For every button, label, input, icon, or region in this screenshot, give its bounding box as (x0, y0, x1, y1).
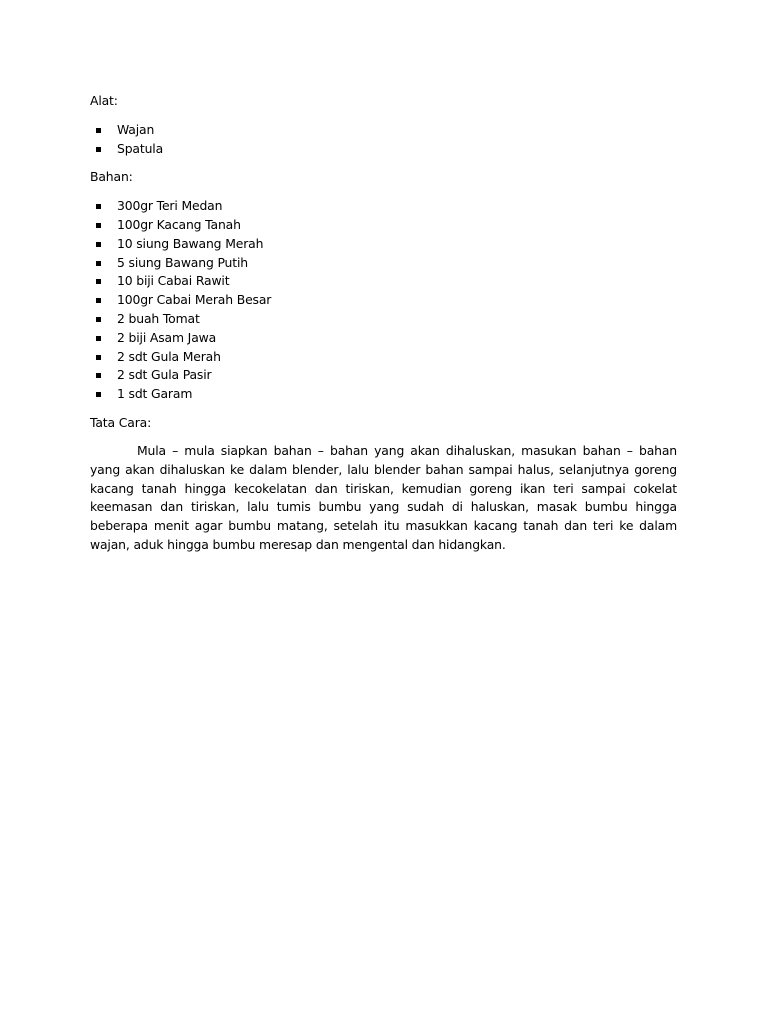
list-item-text: 10 siung Bawang Merah (117, 235, 264, 251)
list-item-text: 1 sdt Garam (117, 386, 193, 402)
list-item (90, 366, 677, 385)
list-item (90, 291, 677, 310)
list-item (90, 216, 677, 235)
square-bullet-icon (96, 147, 101, 152)
list-item (90, 310, 677, 329)
list-item-text: 2 biji Asam Jawa (117, 329, 217, 345)
square-bullet-icon (96, 242, 101, 247)
bahan-list (90, 197, 677, 404)
list-item (90, 272, 677, 291)
list-item (90, 348, 677, 367)
list-item (90, 121, 677, 140)
square-bullet-icon (96, 298, 101, 303)
list-item (90, 235, 677, 254)
list-item-text: 10 biji Cabai Rawit (117, 273, 230, 289)
alat-heading: Alat: (90, 93, 118, 108)
list-item-text: 100gr Kacang Tanah (117, 216, 241, 232)
list-item-text: 2 sdt Gula Merah (117, 348, 221, 364)
square-bullet-icon (96, 128, 101, 133)
list-item (90, 140, 677, 159)
list-item (90, 197, 677, 216)
list-item-text: 100gr Cabai Merah Besar (117, 292, 272, 308)
square-bullet-icon (96, 317, 101, 322)
square-bullet-icon (96, 279, 101, 284)
list-item-text: 5 siung Bawang Putih (117, 254, 248, 270)
square-bullet-icon (96, 373, 101, 378)
list-item (90, 385, 677, 404)
square-bullet-icon (96, 223, 101, 228)
square-bullet-icon (96, 204, 101, 209)
tata-cara-heading: Tata Cara: (90, 414, 152, 430)
list-item (90, 329, 677, 348)
list-item-text: 300gr Teri Medan (117, 198, 223, 214)
square-bullet-icon (96, 261, 101, 266)
list-item-text: 2 sdt Gula Pasir (117, 367, 212, 383)
alat-list (90, 121, 677, 159)
document-body (90, 92, 677, 555)
square-bullet-icon (96, 355, 101, 360)
list-item-text: 2 buah Tomat (117, 310, 200, 326)
square-bullet-icon (96, 392, 101, 397)
square-bullet-icon (96, 336, 101, 341)
list-item (90, 254, 677, 273)
bahan-heading: Bahan: (90, 169, 133, 185)
tata-cara-paragraph: Mula – mula siapkan bahan – bahan yang akan dihaluskan, masukan bahan – bahan yang akan dihaluskan ke dalam blender, lalu blender bahan sampai halus, selanjutnya goreng kacang tanah hingga kecokelatan dan tiriskan, kemudian goreng ikan teri sampai cokelat keemasan dan tiriskan, lalu tumis bumbu yang sudah di haluskan, masak bumbu hingga beberapa menit agar bumbu matang, setelah itu masukkan kacang tanah dan teri ke dalam wajan, aduk hingga bumbu meresap dan mengental dan hidangkan. (90, 442, 677, 553)
list-item-text: Wajan (117, 121, 155, 137)
list-item-text: Spatula (117, 140, 164, 156)
